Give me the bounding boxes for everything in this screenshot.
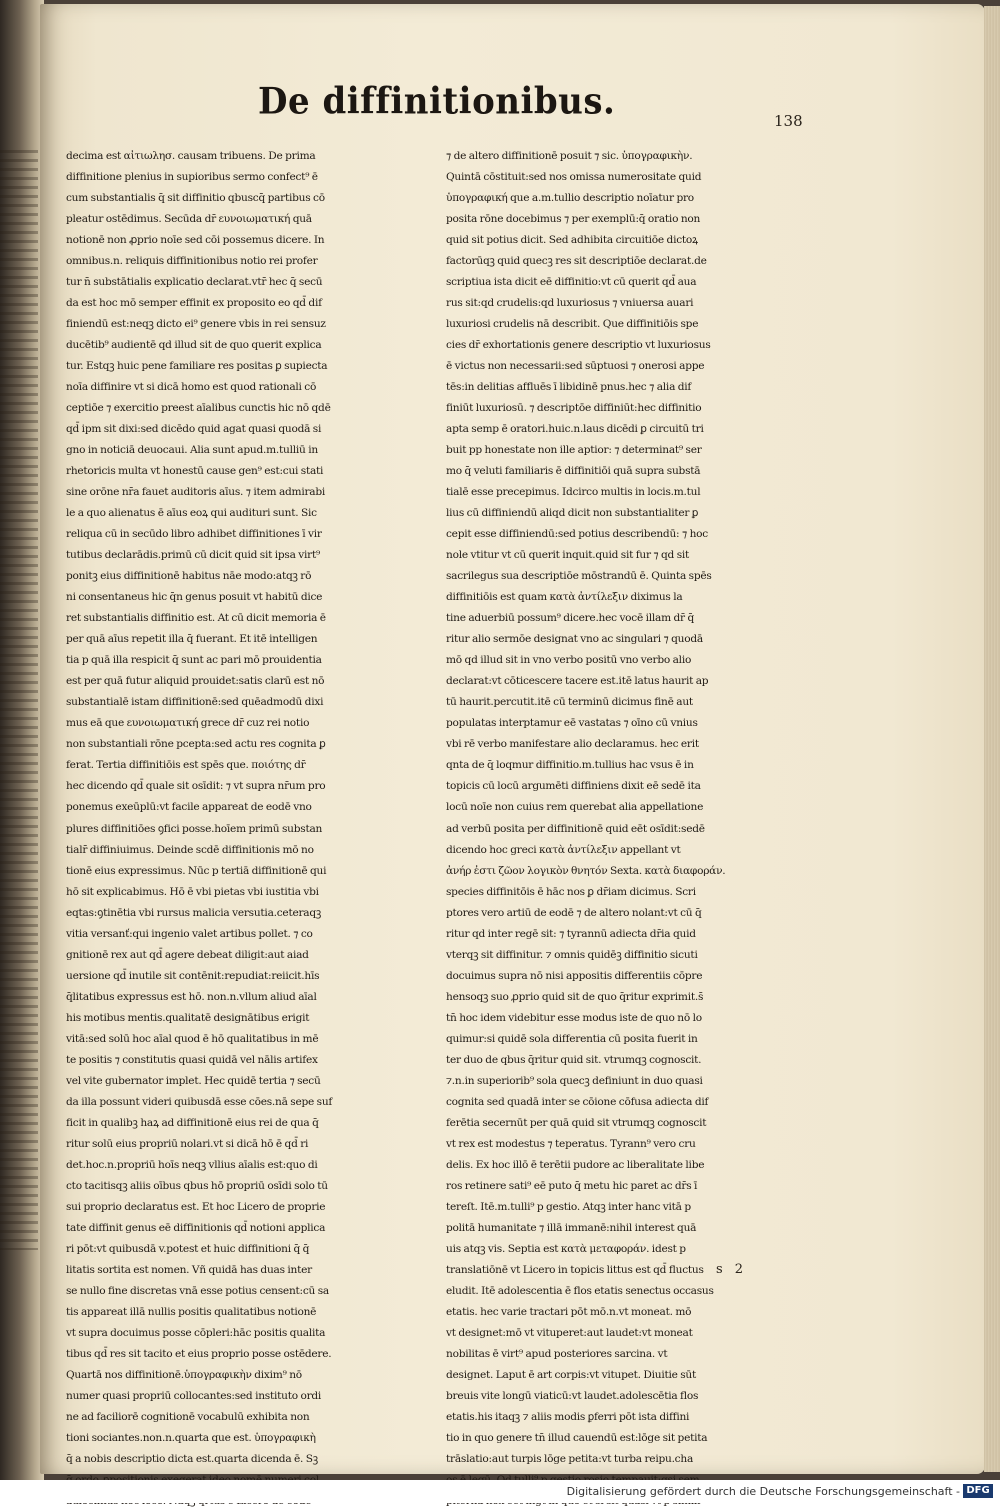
text-line: notionē non ꝓprio noīe sed cōi possemus dicere. In (66, 234, 325, 247)
page-heading: De diffinitionibus. (258, 80, 616, 124)
text-line: ponemus exeūplū:vt facile appareat de eodē vno (66, 801, 312, 814)
text-line: vterqꝫ sit diffinitur. ⁊ omnis quidēꝫ diffinitio sicuti (446, 948, 698, 961)
text-line: dicendo hoc greci κατὰ ἀντίλεξιν appellant vt (446, 843, 681, 856)
text-line: tur n̄ substātialis explicatio declarat.vtr̄ hec q̄ secū (66, 276, 323, 289)
text-line: tereſt. Itē.m.tulli⁹ p gestio. Atqꝫ inter hanc vitā p (446, 1200, 691, 1213)
text-line: ne ad faciliorē cognitionē vocabulū exhibita non (66, 1410, 310, 1423)
text-line: hec dicendo qd̄ quale sit osīdit: ⁊ vt supra nr̄um pro (66, 780, 326, 793)
text-line: ri pōt:vt quibusdā v.potest et huic diffinitioni q̄ q̄ (66, 1242, 310, 1255)
text-line: gnitionē rex aut qd̄ agere debeat diligit:aut aiad (66, 948, 309, 961)
text-line: Quartā nos diffinitionē.ὑπογραφικὴν dixim⁹ nō (66, 1368, 302, 1381)
text-line: per quā aīus repetit illa q̄ fuerant. Et itē intelligen (66, 633, 318, 646)
text-line: uis atqꝫ vis. Septia est κατὰ μεταφοράν. idest p (446, 1242, 686, 1255)
text-line: tionē eius expressimus. Nūc p tertiā diffinitionē qui (66, 864, 327, 877)
text-line: ὑπογραφική que a.m.tullio descriptio noīatur pro (446, 192, 694, 205)
text-line: diffinitione plenius in supioribus sermo confect⁹ ē (66, 171, 318, 184)
text-line: qd̄ ipm sit dixi:sed dicēdo quid agat quasi quodā si (66, 423, 322, 436)
text-line: translatiōnē vt Licero in topicis littus est qd̄ fluctus (446, 1263, 704, 1276)
text-line: ritur qd inter regē sit: ⁊ tyrannū adiecta dr̄ia quid (446, 927, 696, 940)
text-line: Quintā cōstituit:sed nos omissa numerositate quid (446, 171, 702, 184)
text-line: vel vite gubernator implet. Hec quidē tertia ⁊ secū (66, 1074, 321, 1087)
text-line: sacrilegus sua descriptiōe mōstrandū ē. Quinta spēs (446, 570, 712, 583)
page-fore-edge (984, 6, 1000, 1472)
text-line: noīa diffinire vt si dicā homo est quod rationali cō (66, 381, 317, 394)
text-line: scriptiua ista dicit eē diffinitio:vt cū querit qd̄ aua (446, 276, 697, 289)
text-line: ad verbū posita per diffinitionē quid eēt osīdit:sedē (446, 822, 705, 835)
text-line: eludit. Itē adolescentia ē flos etatis senectus occasus (446, 1284, 714, 1297)
text-line: ceptiōe ⁊ exercitio preest aīalibus cunctis hic nō qdē (66, 402, 331, 415)
text-line: cognita sed quadā inter se cōione cōfusa adiecta dif (446, 1095, 709, 1108)
text-line: cepit esse diffiniendū:sed potius describendū: ⁊ hoc (446, 528, 708, 541)
text-line: politā humanitate ⁊ illā immanē:nihil interest quā (446, 1221, 697, 1234)
dfg-logo: DFG (963, 1484, 993, 1498)
text-line: ficit in qualibꝫ haꝝ ad diffinitionē eius rei de qua q̄ (66, 1116, 319, 1129)
right-text-column (446, 146, 802, 1512)
text-line: nobilitas ē virt⁹ apud posteriores sarcina. vt (446, 1347, 668, 1360)
text-line: populatas interptamur eē vastatas ⁊ oīno cū vnius (446, 717, 698, 730)
text-line: pleatur ostēdimus. Secūda dr̄ ευνοιωματική quā (66, 213, 312, 226)
text-line: rhetoricis multa vt honestū cause gen⁹ est:cui stati (66, 465, 324, 478)
text-line: vt rex est modestus ⁊ teperatus. Tyrann⁹ vero cru (446, 1137, 696, 1150)
text-line: tine aduerbiū possum⁹ dicere.hec vocē illam dr̄ q̄ (446, 612, 695, 625)
text-line: quid sit potius dicit. Sed adhibita circuitiōe dictoꝝ (446, 234, 698, 247)
text-line: sine orōne nr̄a fauet auditoris aīus. ⁊ item admirabi (66, 486, 326, 499)
text-line: tia p quā illa respicit q̄ sunt ac pari mō prouidentia (66, 654, 322, 667)
text-line: reliqua cū in secūdo libro adhibet diffinitiones ī vir (66, 528, 322, 541)
text-line: ni consentaneus hic q̄n genus posuit vt habitū dice (66, 591, 323, 604)
text-line: tioni sociantes.non.n.quarta que est. ὑπογραφικὴ (66, 1431, 316, 1444)
text-line: cies dr̄ exhortationis genere descriptio vt luxuriosus (446, 339, 711, 352)
text-line: tū haurit.percutit.itē cū terminū dicimus finē aut (446, 696, 693, 709)
text-line: cto tacitisqꝫ aliis oībus qbus hō propriū osīdi solo tū (66, 1179, 328, 1192)
text-line: mō qd illud sit in vno verbo positū vno verbo alio (446, 654, 692, 667)
text-line: tutibus declarādis.primū cū dicit quid sit ipsa virt⁹ (66, 549, 320, 562)
text-line: locū noīe non cuius rem querebat alia appellatione (446, 801, 704, 814)
text-line: tēs:in delitias affluēs ī libidinē pnus.hec ⁊ alia dif (446, 381, 692, 394)
text-line: ponitꝫ eius diffinitionē habitus nāe modo:atqꝫ rō (66, 570, 312, 583)
facing-page-text-trace (0, 150, 38, 1250)
text-line: ⁊.n.in superiorib⁹ sola quecꝫ definiunt in duo quasi (446, 1074, 703, 1087)
text-line: rus sit:qd crudelis:qd luxuriosus ⁊ vniuersa auari (446, 297, 694, 310)
text-line: his motibus mentis.qualitatē designātibus erigit (66, 1011, 310, 1024)
text-line: se nullo fine discretas vnā esse potius censent:cū sa (66, 1284, 329, 1297)
text-line: ros retinere sati⁹ eē puto q̄ metu hic paret ac dr̄s ī (446, 1179, 698, 1192)
text-line: ritur solū eius propriū nolari.vt si dicā hō ē qd̄ ri (66, 1137, 309, 1150)
text-line: decima est αἰτιωλησ. causam tribuens. De prima (66, 150, 316, 162)
text-line: tio in quo genere tn̄ illud cauendū est:lōge sit petita (446, 1431, 708, 1444)
text-line: ter duo de qbus q̄ritur quid sit. vtrumqꝫ cognoscit. (446, 1053, 702, 1066)
text-line: tialr̄ diffiniuimus. Deinde scdē diffinitionis mō no (66, 843, 314, 856)
text-line: det.hoc.n.propriū hoīs neqꝫ vllius aīalis est:quo di (66, 1158, 318, 1171)
text-line: etatis. hec varie tractari pōt mō.n.vt moneat. mō (446, 1305, 692, 1318)
text-line: factorūqꝫ quid quecꝫ res sit descriptiōe declarat.de (446, 255, 707, 268)
text-line: omnibus.n. reliquis diffinitionibus notio rei profer (66, 255, 318, 268)
text-line: hensoqꝫ suo ꝓprio quid sit de quo q̄ritur exprimit.s̄ (446, 990, 704, 1003)
text-line: finiūt luxuriosū. ⁊ descriptōe diffiniūt:hec diffinitio (446, 402, 702, 415)
folio-number: 138 (774, 112, 803, 130)
text-line: ret substantialis diffinitio est. At cū dicit memoria ē (66, 612, 326, 625)
text-line: declarat:vt cōticescere tacere est.itē latus haurit ap (446, 675, 709, 688)
text-line: lius cū diffiniendū aliqd dicit non substantialiter ꝑ (446, 507, 699, 520)
text-line: quimur:si quidē sola differentia cū posita fuerit in (446, 1032, 698, 1045)
text-line: hō sit explicabimus. Hō ē vbi pietas vbi iustitia vbi (66, 885, 319, 898)
text-line: substantialē istam diffinitionē:sed quēadmodū dixi (66, 696, 324, 709)
text-line: tis appareat illā nullis positis qualitatibus notionē (66, 1305, 317, 1318)
text-line: breuis vite longū viaticū:vt laudet.adolescētia flos (446, 1389, 699, 1402)
text-line: posita rōne docebimus ⁊ per exemplū:q̄ oratio non (446, 213, 701, 226)
text-line: ritur alio sermōe designat vno ac singulari ⁊ quodā (446, 633, 703, 646)
text-line: nole vtitur vt cū querit inquit.quid sit fur ⁊ qd sit (446, 549, 690, 562)
text-line: vitia versanť:qui ingenio valet artibus pollet. ⁊ co (66, 927, 313, 940)
text-line: q̄litatibus expressus est hō. non.n.vllum aliud aīal (66, 990, 317, 1003)
text-line: non substantiali rōne pcepta:sed actu res cognita ꝑ (66, 738, 326, 751)
text-line: mo q̄ veluti familiaris ē diffinitiōi quā supra substā (446, 465, 701, 478)
text-line: ptores vero artiū de eodē ⁊ de altero nolant:vt cū q̄ (446, 906, 702, 919)
text-line: species diffinitōis ē hāc nos ꝑ dr̄iam dicimus. Scri (446, 885, 696, 898)
text-line: vt supra docuimus posse cōpleri:hāc positis qualita (66, 1326, 326, 1339)
text-line: le a quo alienatus ē aīus eoꝝ qui audituri sunt. Sic (66, 507, 317, 520)
text-line: apta semp ē oratori.huic.n.laus dicēdi ꝑ circuitū tri (446, 423, 704, 436)
text-line: da illa possunt videri quibusdā esse cōes.nā sepe suf (66, 1095, 333, 1108)
text-line: uersione qd̄ inutile sit contēnit:repudiat:reiicit.hīs (66, 969, 320, 982)
text-line: ἀνήρ ἐστι ζῶον λογικὸν θνητόν Sexta. κατὰ διαφοράν. (446, 864, 726, 877)
text-line: da est hoc mō semper effinit ex proposito eo qd̄ dif (66, 297, 322, 310)
text-line: ferat. Tertia diffinitiōis est spēs que. ποιότης dr̄ (66, 759, 306, 772)
text-line: te positis ⁊ constitutis quasi quidā vel nālis artifex (66, 1053, 318, 1066)
text-line: luxuriosi crudelis nā describit. Que diffinitiōis spe (446, 318, 699, 331)
text-line: buit pp honestate non ille aptior: ⁊ determinat⁹ ser (446, 444, 702, 457)
text-line: qnta de q̄ loqmur diffinitio.m.tullius hac vsus ē in (446, 759, 694, 772)
left-text-column (66, 146, 422, 1512)
signature-mark: s 2 (716, 1262, 748, 1277)
text-line: designet. Laput ē art corpis:vt vitupet. Diuitie sūt (446, 1368, 697, 1381)
text-line: numer quasi propriū collocantes:sed instituto ordi (66, 1389, 322, 1402)
text-line: cum substantialis q̄ sit diffinitio qbuscq̄ partibus cō (66, 192, 325, 205)
text-line: plures diffinitiōes ꝯfici posse.hoīem primū substan (66, 822, 323, 835)
text-line: ferētia secernūt per quā quid sit vtrumqꝫ cognoscit (446, 1116, 707, 1129)
text-line: q̄ a nobis descriptio dicta est.quarta dicenda ē. Sꝫ (66, 1452, 318, 1465)
text-line: tur. Estqꝫ huic pene familiare res positas ꝑ supiecta (66, 360, 328, 373)
text-line: vt designet:mō vt vituperet:aut laudet:vt moneat (446, 1326, 693, 1339)
text-line: litatis sortita est nomen. Vñ quidā has duas inter (66, 1263, 312, 1276)
text-line: est per quā futur aliquid prouidet:satis clarū est nō (66, 675, 325, 688)
text-line: ⁊ de altero diffinitionē posuit ⁊ sic. ὑπογραφικὴν. (446, 150, 693, 162)
text-line: mus eā que ευνοιωματική grece dr̄ cuz rei notio (66, 717, 310, 730)
text-line: vitā:sed solū hoc aīal quod ē hō qualitatibus in mē (66, 1032, 319, 1045)
text-line: tibus qd̄ res sit tacito et eius proprio posse ostēdere. (66, 1347, 332, 1360)
text-line: trāslatio:aut turpis lōge petita:vt turba reipu.cha (446, 1452, 694, 1465)
text-line: gno in noticiā deuocaui. Alia sunt apud.m.tulliū in (66, 444, 318, 457)
text-line: docuimus supra nō nisi appositis differentiis cōpre (446, 969, 703, 982)
text-line: tialē esse precepimus. Idcirco multis in locis.m.tul (446, 486, 701, 499)
text-line: vbi rē verbo manifestare alio declaramus. hec erit (446, 738, 699, 751)
text-line: tate diffinit genus eē diffinitionis qd̄ notioni applica (66, 1221, 326, 1234)
digitization-credit: Digitalisierung gefördert durch die Deutsche Forschungsgemeinschaft - (566, 1485, 960, 1498)
text-line: etatis.his itaqꝫ ⁊ aliis modis ꝑferri pōt ista diffini (446, 1410, 690, 1423)
text-line: delis. Ex hoc illō ē terētii pudore ac liberalitate libe (446, 1158, 705, 1171)
text-line: tn̄ hoc idem videbitur esse modus iste de quo nō lo (446, 1011, 702, 1024)
text-line: finiendū est:neqꝫ dicto ei⁹ genere vbis in rei sensuz (66, 318, 326, 331)
text-line: diffinitiōis est quam κατὰ ἀντίλεξιν diximus la (446, 591, 683, 604)
text-line: eqtas:ꝯtinētia vbi rursus malicia versutia.ceteraqꝫ (66, 906, 322, 919)
text-line: ē victus non necessarii:sed sūptuosi ⁊ onerosi appe (446, 360, 705, 373)
text-line: ducētib⁹ audientē qd illud sit de quo querit explica (66, 339, 322, 352)
text-line: topicis cū locū argumēti diffiniens dixit eē sedē ita (446, 780, 701, 793)
text-line: sui proprio declaratus est. Et hoc Licero de proprie (66, 1200, 326, 1213)
